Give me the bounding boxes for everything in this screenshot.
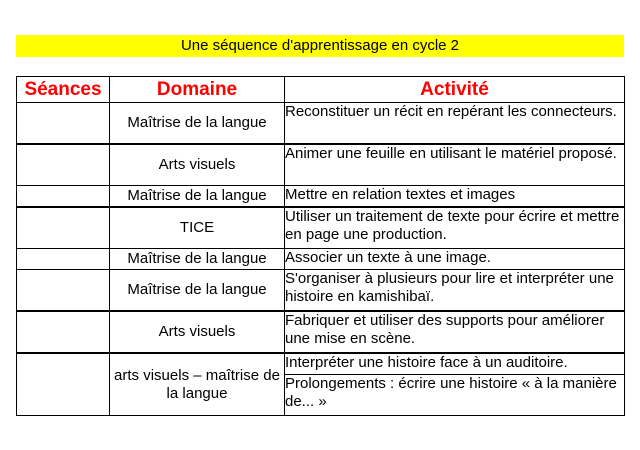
domaine-cell: Arts visuels [110, 311, 285, 353]
seance-cell [17, 103, 110, 145]
activite-cell: Utiliser un traitement de texte pour écrire et mettre en page une production. [285, 207, 625, 249]
seance-cell [17, 270, 110, 312]
header-domaine: Domaine [110, 77, 285, 103]
domaine-cell: Arts visuels [110, 144, 285, 186]
table-row [17, 249, 625, 270]
seance-cell [17, 249, 110, 270]
page-title: Une séquence d'apprentissage en cycle 2 [16, 35, 624, 57]
activite-cell: S'organiser à plusieurs pour lire et interpréter une histoire en kamishibaï. [285, 270, 625, 312]
table-row [17, 353, 625, 375]
domaine-cell: Maîtrise de la langue [110, 249, 285, 270]
seance-cell [17, 353, 110, 416]
table-row [17, 144, 625, 186]
seance-cell [17, 207, 110, 249]
domaine-cell: Maîtrise de la langue [110, 103, 285, 145]
table-row [17, 186, 625, 208]
sequence-table [16, 76, 625, 416]
seance-cell [17, 144, 110, 186]
activite-cell: Fabriquer et utiliser des supports pour améliorer une mise en scène. [285, 311, 625, 353]
activite-cell: Interpréter une histoire face à un auditoire. [285, 353, 625, 375]
header-activite: Activité [285, 77, 625, 103]
table-row [17, 311, 625, 353]
table-row [17, 270, 625, 312]
activite-cell: Associer un texte à une image. [285, 249, 625, 270]
domaine-cell: Maîtrise de la langue [110, 186, 285, 208]
table-header-row [17, 77, 625, 103]
activite-cell: Mettre en relation textes et images [285, 186, 625, 208]
activite-cell-prolongement: Prolongements : écrire une histoire « à la manière de... » [285, 375, 625, 416]
seance-cell [17, 311, 110, 353]
domaine-cell: TICE [110, 207, 285, 249]
domaine-cell: arts visuels – maîtrise de la langue [110, 353, 285, 416]
header-seances: Séances [17, 77, 110, 103]
seance-cell [17, 186, 110, 208]
domaine-cell: Maîtrise de la langue [110, 270, 285, 312]
table-row [17, 103, 625, 145]
table-row [17, 207, 625, 249]
activite-cell: Reconstituer un récit en repérant les connecteurs. [285, 103, 625, 145]
activite-cell: Animer une feuille en utilisant le matériel proposé. [285, 144, 625, 186]
